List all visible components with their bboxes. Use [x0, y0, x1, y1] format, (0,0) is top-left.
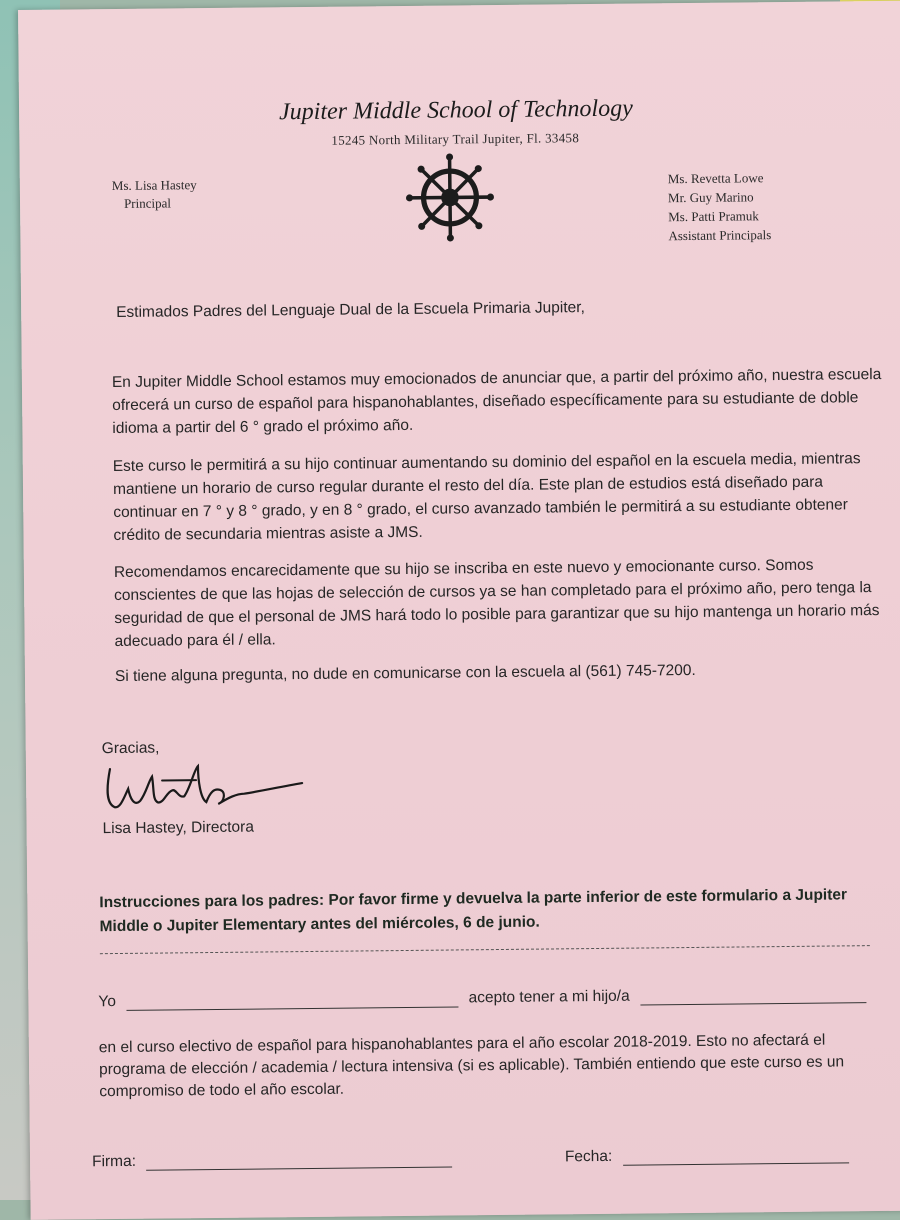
paragraph-1: En Jupiter Middle School estamos muy emocionados de anunciar que, a partir del próximo año, nuestra escuela ofrecerá un curso de español para hispanohablantes, diseñado específicamente para su estudiante de doble idioma a partir del 6 ° grado el próximo año. — [111, 365, 882, 438]
principal-title: Principal — [123, 195, 172, 211]
date-blank[interactable] — [623, 1146, 849, 1165]
ship-wheel-icon — [406, 153, 495, 242]
assistant-name: Ms. Patti Pramuk — [668, 208, 759, 225]
school-address: 15245 North Military Trail Jupiter, Fl. 33458 — [331, 130, 580, 148]
paragraph-4: Si tiene alguna pregunta, no dude en comunicarse con la escuela al (561) 745-7200. — [114, 661, 696, 686]
firma-label: Firma: — [91, 1152, 137, 1171]
paragraph-2: Este curso le permitirá a su hijo continuar aumentando su dominio del español en la escuela media, mientras mantiene un horario de curso regular durante el resto del día. Este plan de estudios está diseñado para continuar en 7 ° y 8 ° grado, y en 8 ° grado, el curso avanzado también le permitirá a su estudiante obtener crédito de secundaria mientras asiste a JMS. — [112, 450, 861, 545]
signature-blank[interactable] — [146, 1151, 452, 1171]
closing: Gracias, — [101, 739, 160, 758]
letter-page — [18, 1, 900, 1220]
signature-row — [92, 1145, 900, 1172]
parent-instructions: Instrucciones para los padres: Por favor firme y devuelva la parte inferior de este formulario a Jupiter Middle o Jupiter Elementary antes del miércoles, 6 de junio. — [99, 886, 848, 936]
assistant-principals-block — [668, 168, 772, 245]
assistant-name: Ms. Revetta Lowe — [667, 170, 764, 187]
yo-label: Yo — [98, 993, 117, 1011]
cut-line — [100, 945, 870, 954]
school-name: Jupiter Middle School of Technology — [278, 95, 633, 126]
assistants-title: Assistant Principals — [668, 227, 772, 244]
principal-block — [112, 176, 197, 213]
child-name-blank[interactable] — [640, 986, 866, 1005]
fecha-label: Fecha: — [564, 1147, 613, 1166]
parent-name-blank[interactable] — [126, 990, 458, 1010]
accept-text: acepto tener a mi hijo/a — [468, 987, 630, 1007]
paragraph-3: Recomendamos encarecidamente que su hijo se inscriba en este nuevo y emocionante curso. Somos conscientes de que las hojas de selección de cursos ya se han completado para el próximo año, pero tenga la seguridad de que el personal de JMS hará todo lo posible para garantizar que su hijo mantenga un horario más adecuado para él / ella. — [113, 556, 880, 651]
elective-statement: en el curso electivo de español para hispanohablantes para el año escolar 2018-2019. Esto no afectará el programa de elección / academia / lectura intensiva (si es aplicable). También entiendo que este curso es un compromiso de todo el año escolar. — [98, 1031, 845, 1101]
signer-name: Lisa Hastey, Directora — [102, 818, 254, 838]
handwritten-signature — [98, 757, 309, 819]
assistant-name: Mr. Guy Marino — [667, 189, 754, 206]
greeting: Estimados Padres del Lenguaje Dual de la Escuela Primaria Jupiter, — [116, 299, 585, 321]
principal-name: Ms. Lisa Hastey — [111, 177, 197, 194]
consent-line — [98, 985, 898, 1011]
